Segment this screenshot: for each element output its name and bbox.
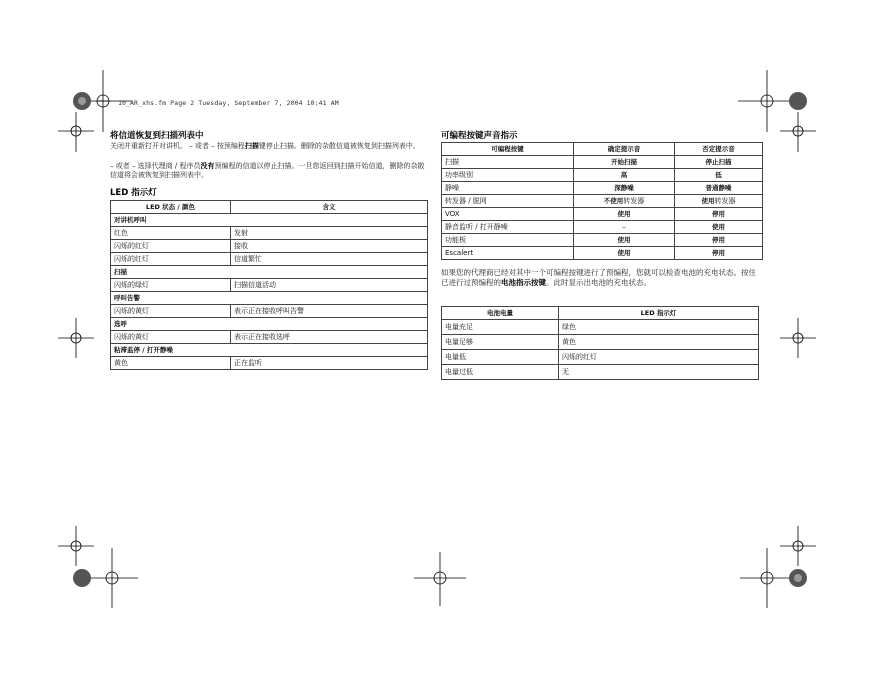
battery-table [441,306,759,380]
table-row [111,305,428,318]
led-section-title-cell: 对讲机呼叫 [111,214,428,227]
negative-tone-cell: 使用转发器 [675,195,763,208]
led-state-cell: 闪烁的黄灯 [111,305,231,318]
section-title-restore-scan: 将信道恢复到扫描列表中 [110,131,204,141]
table-row [442,221,763,234]
led-meaning-cell: 扫描信道活动 [231,279,428,292]
led-meaning-cell: 正在监听 [231,357,428,370]
led-state-cell: 黄色 [111,357,231,370]
led-state-cell: 闪烁的红灯 [111,253,231,266]
tone-table-header [442,143,763,156]
negative-tone-cell: 使用 [675,221,763,234]
table-row [442,247,763,260]
table-row [442,169,763,182]
header-led-indicator: LED 指示灯 [559,307,759,320]
led-state-cell: 红色 [111,227,231,240]
positive-tone-cell: 不使用转发器 [574,195,675,208]
negative-tone-cell: 低 [675,169,763,182]
negative-tone-cell: 普通静噪 [675,182,763,195]
battery-led-cell: 无 [559,365,759,380]
table-row [111,240,428,253]
key-cell: 静音监听 / 打开静噪 [442,221,574,234]
led-state-cell: 闪烁的黄灯 [111,331,231,344]
led-section-title-cell: 选呼 [111,318,428,331]
positive-tone-cell: 高 [574,169,675,182]
battery-paragraph: 如果您的代理商已经对其中一个可编程按键进行了预编程，您就可以检查电池的充电状态。按住已进行过预编程的电池指示按键。此时显示出电池的充电状态。 [441,268,756,287]
battery-level-cell: 电量足够 [442,335,559,350]
key-cell: 转发器 / 脱网 [442,195,574,208]
battery-led-cell: 绿色 [559,320,759,335]
key-cell: VOX [442,208,574,221]
header-negative-tone: 否定提示音 [675,143,763,156]
led-state-cell: 闪烁的绿灯 [111,279,231,292]
header-positive-tone: 确定提示音 [574,143,675,156]
table-row [111,227,428,240]
table-row [442,208,763,221]
led-section-row [111,344,428,357]
led-table-header [111,201,428,214]
led-section-row [111,214,428,227]
header-battery-level: 电池电量 [442,307,559,320]
led-section-title: LED 指示灯 [110,188,157,198]
positive-tone-cell: 使用 [574,234,675,247]
table-row [442,320,759,335]
led-meaning-cell: 表示正在接收选呼 [231,331,428,344]
table-row [442,156,763,169]
positive-tone-cell: – [574,221,675,234]
header-led-state: LED 状态 / 颜色 [111,201,231,214]
key-cell: 功能板 [442,234,574,247]
led-section-row [111,292,428,305]
battery-table-header [442,307,759,320]
header-programmable-key: 可编程按键 [442,143,574,156]
battery-level-cell: 电量过低 [442,365,559,380]
table-row [111,279,428,292]
key-cell: Escalert [442,247,574,260]
negative-tone-cell: 停止扫描 [675,156,763,169]
negative-tone-cell: 停用 [675,208,763,221]
led-section-title-cell: 粘滞监停 / 打开静噪 [111,344,428,357]
header-meaning: 含义 [231,201,428,214]
table-row [442,335,759,350]
section-title-key-tones: 可编程按键声音指示 [441,131,518,141]
led-section-row [111,318,428,331]
table-row [442,365,759,380]
key-cell: 功率级别 [442,169,574,182]
negative-tone-cell: 停用 [675,247,763,260]
led-section-row [111,266,428,279]
file-header: 10_AR_xhs.fm Page 2 Tuesday, September 7, 2004 10:41 AM [118,99,339,107]
table-row [442,182,763,195]
paragraph-restore-2: – 或者 – 选择代理商 / 程序员没有预编程的信道以停止扫描。一旦您返回到扫描开始信道，删除的杂散信道将会被恢复到扫描列表中。 [110,162,425,179]
tone-table [441,142,763,260]
led-meaning-cell: 接收 [231,240,428,253]
table-row [111,357,428,370]
key-cell: 扫描 [442,156,574,169]
positive-tone-cell: 开始扫描 [574,156,675,169]
table-row [111,253,428,266]
positive-tone-cell: 使用 [574,247,675,260]
key-cell: 静噪 [442,182,574,195]
led-meaning-cell: 信道繁忙 [231,253,428,266]
positive-tone-cell: 深静噪 [574,182,675,195]
led-section-title-cell: 呼叫告警 [111,292,428,305]
led-meaning-cell: 表示正在接收呼叫告警 [231,305,428,318]
table-row [111,331,428,344]
negative-tone-cell: 停用 [675,234,763,247]
battery-led-cell: 黄色 [559,335,759,350]
led-section-title-cell: 扫描 [111,266,428,279]
led-table [110,200,428,370]
table-row [442,350,759,365]
led-meaning-cell: 发射 [231,227,428,240]
paragraph-restore-1: 关闭并重新打开对讲机。 – 或者 – 按预编程扫描键停止扫描。删除的杂散信道被恢复到扫描列表中。 [110,142,420,150]
led-state-cell: 闪烁的红灯 [111,240,231,253]
positive-tone-cell: 使用 [574,208,675,221]
battery-level-cell: 电量低 [442,350,559,365]
battery-level-cell: 电量充足 [442,320,559,335]
battery-led-cell: 闪烁的红灯 [559,350,759,365]
table-row [442,234,763,247]
table-row [442,195,763,208]
